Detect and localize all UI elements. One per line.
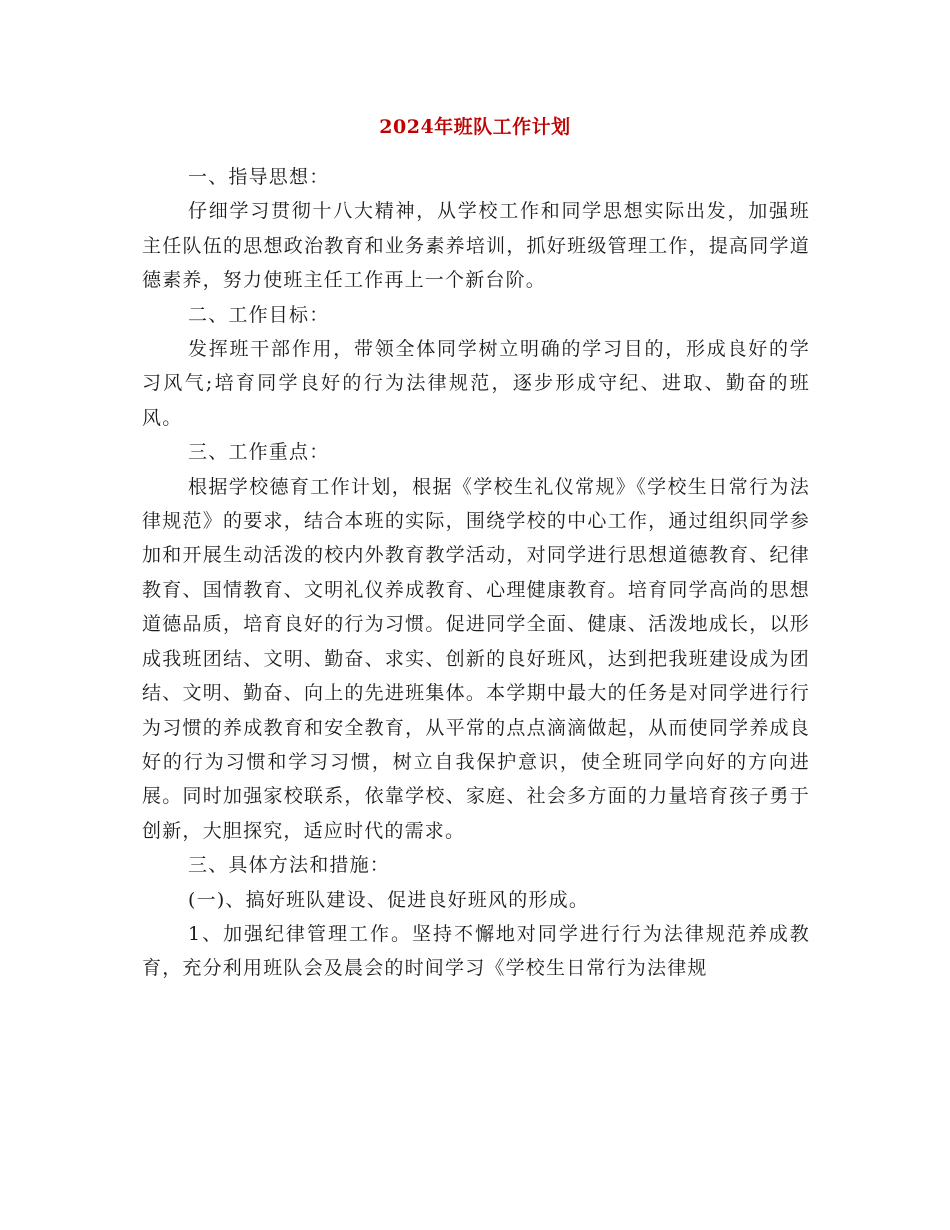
paragraph-guiding-ideology: 仔细学习贯彻十八大精神，从学校工作和同学思想实际出发，加强班主任队伍的思想政治教育和业务素养培训，抓好班级管理工作，提高同学道德素养，努力使班主任工作再上一个新台阶。 <box>142 200 810 292</box>
document-title: 2024年班队工作计划 <box>379 116 571 138</box>
heading-methods-measures: 三、具体方法和措施： <box>188 854 391 877</box>
paragraph-discipline-management: 1、加强纪律管理工作。坚持不懈地对同学进行行为法律规范养成教育，充分利用班队会及晨会的时间学习《学校生日常行为法律规 <box>142 922 810 980</box>
heading-work-focus: 三、工作重点： <box>188 441 330 464</box>
document-body <box>142 160 810 986</box>
heading-guiding-ideology: 一、指导思想： <box>188 166 330 188</box>
paragraph-work-goals: 发挥班干部作用，带领全体同学树立明确的学习目的，形成良好的学习风气;培育同学良好的行为法律规范，逐步形成守纪、进取、勤奋的班风。 <box>142 338 810 429</box>
heading-work-goals: 二、工作目标： <box>188 303 330 326</box>
subheading-class-building: (一)、搞好班队建设、促进良好班风的形成。 <box>188 888 590 911</box>
paragraph-work-focus: 根据学校德育工作计划，根据《学校生礼仪常规》《学校生日常行为法律规范》的要求，结合本班的实际，围绕学校的中心工作，通过组织同学参加和开展生动活泼的校内外教育教学活动，对同学进行思想道德教育、纪律教育、国情教育、文明礼仪养成教育、心理健康教育。培育同学高尚的思想道德品质，培育良好的行为习惯。促进同学全面、健康、活泼地成长，以形成我班团结、文明、勤奋、求实、创新的良好班风，达到把我班建设成为团结、文明、勤奋、向上的先进班集体。本学期中最大的任务是对同学进行行为习惯的养成教育和安全教育，从平常的点点滴滴做起，从而使同学养成良好的行为习惯和学习习惯，树立自我保护意识，使全班同学向好的方向进展。同时加强家校联系，依靠学校、家庭、社会多方面的力量培育孩子勇于创新，大胆探究，适应时代的需求。 <box>142 475 810 842</box>
